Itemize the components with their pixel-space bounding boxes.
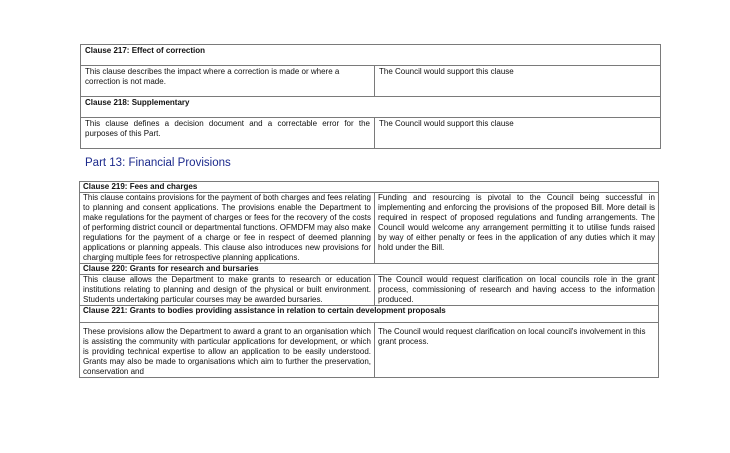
table-row <box>81 97 661 118</box>
clause-221-description: These provisions allow the Department to award a grant to an organisation which is assisting the community with particular applications for development, or which is providing technical expertise to allow an application to be easily understood. Grants may also be made to organisations which aim to further the preservation, conservation and <box>80 323 375 378</box>
clause-217-comment: The Council would support this clause <box>375 66 661 97</box>
clause-220-comment: The Council would request clarification on local councils role in the grant process, commissioning of research and having access to the information produced. <box>375 275 659 306</box>
clause-217-header: Clause 217: Effect of correction <box>81 45 661 66</box>
table-row <box>81 45 661 66</box>
clause-218-description: This clause defines a decision document and a correctable error for the purposes of this Part. <box>81 118 375 149</box>
part-13-heading: Part 13: Financial Provisions <box>85 157 231 169</box>
table-row <box>80 323 659 378</box>
table-row <box>80 306 659 323</box>
table-row <box>80 264 659 275</box>
table-row <box>80 275 659 306</box>
table-row <box>81 66 661 97</box>
clause-218-comment: The Council would support this clause <box>375 118 661 149</box>
clause-217-description: This clause describes the impact where a correction is made or where a correction is not made. <box>81 66 375 97</box>
clause-221-comment: The Council would request clarification on local council's involvement in this grant process. <box>375 323 659 378</box>
table-row <box>80 182 659 193</box>
table-row <box>80 193 659 264</box>
clause-221-header: Clause 221: Grants to bodies providing assistance in relation to certain development proposals <box>80 306 659 323</box>
clause-220-description: This clause allows the Department to make grants to research or education institutions relating to planning and design of the physical or built environment. Students undertaking particular courses may be awarded bursaries. <box>80 275 375 306</box>
clause-219-comment: Funding and resourcing is pivotal to the Council being successful in implementing and enforcing the provisions of the proposed Bill. More detail is required in respect of proposed regulations and funding arrangements. The Council would welcome any arrangement permitting it to utilise funds raised by way of either penalty or fees in the application of any duties which it may hold under the Bill. <box>375 193 659 264</box>
clauses-table-part-12 <box>80 44 661 149</box>
clause-220-header: Clause 220: Grants for research and bursaries <box>80 264 659 275</box>
clause-219-description: This clause contains provisions for the payment of both charges and fees relating to planning and consent applications. The provisions enable the Department to make regulations for the payment of charges or fees for the recovery of the costs of performing district council or departmental functions. OFMDFM may also make regulations for the payment of a charge or fee in respect of deemed planning applications or planning appeals. This clause also introduces new provisions for charging multiple fees for retrospective planning applications. <box>80 193 375 264</box>
clauses-table-part-13 <box>79 181 659 378</box>
clause-218-header: Clause 218: Supplementary <box>81 97 661 118</box>
table-row <box>81 118 661 149</box>
clause-219-header: Clause 219: Fees and charges <box>80 182 659 193</box>
